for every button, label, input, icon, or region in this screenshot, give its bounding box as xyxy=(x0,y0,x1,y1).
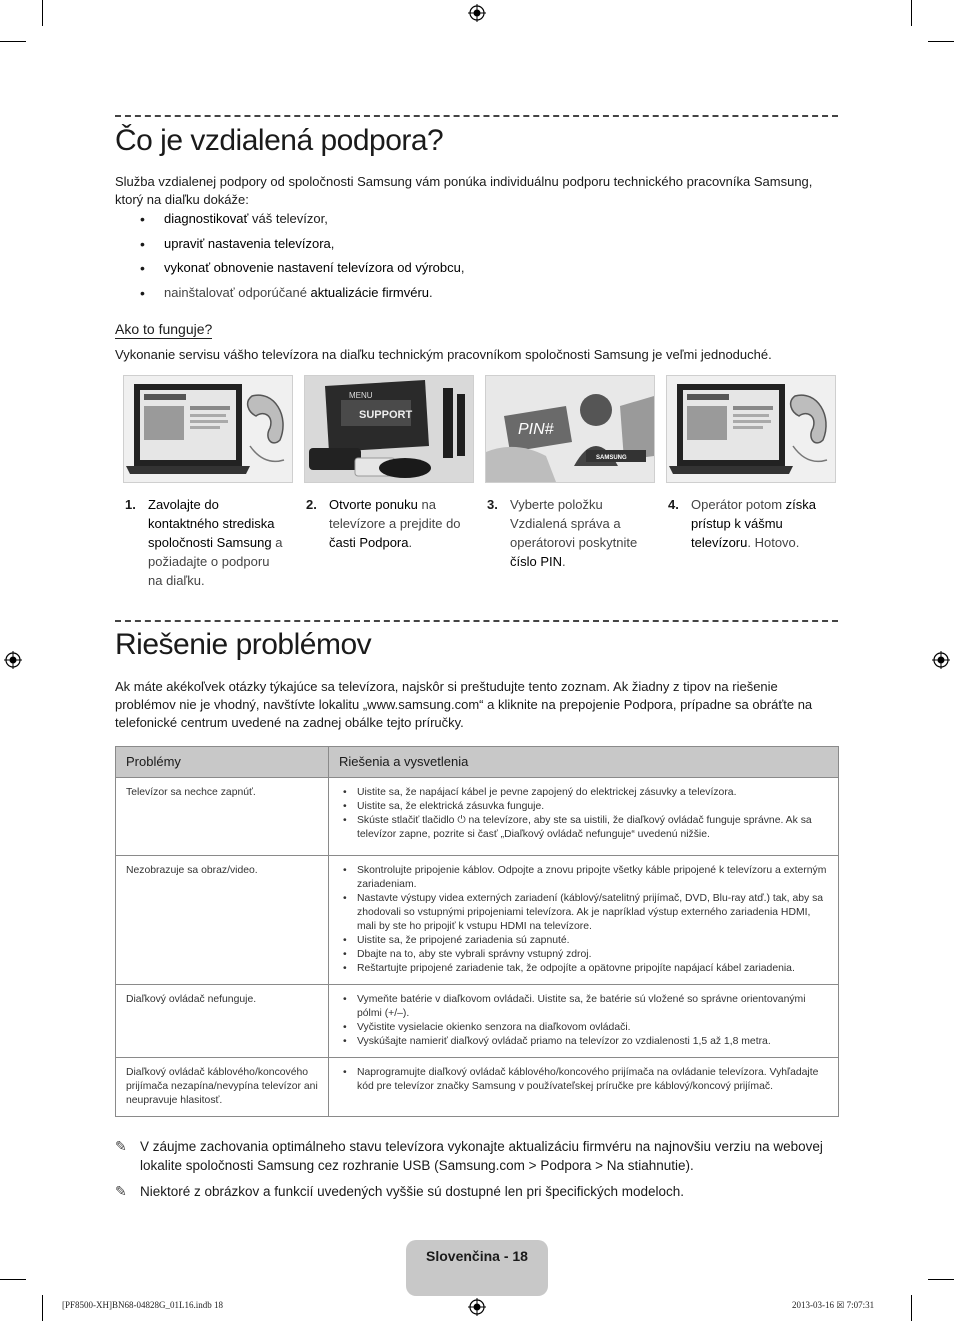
troubleshooting-intro: Ak máte akékoľvek otázky týkajúce sa televízora, najskôr si preštudujte tento zoznam. Ak žiadny z tipov na riešenie problémov nie je vhodný, navštívte lokalitu „www.samsung.com“ a kliknite na prepojenie Podpora, prípadne sa obráťte na telefonické centrum uvedené na zadnej obálke tejto príručky. xyxy=(115,679,813,730)
crop-mark xyxy=(0,41,26,42)
table-header-row xyxy=(116,747,839,778)
registration-mark-icon xyxy=(468,1298,486,1316)
step-2-image xyxy=(304,375,474,483)
step-4-image xyxy=(666,375,836,483)
crop-mark xyxy=(42,0,43,26)
pin-label: PIN# xyxy=(518,421,554,438)
column-header-problems: Problémy xyxy=(116,747,329,778)
problem-cell: Nezobrazuje sa obraz/video. xyxy=(116,856,329,985)
list-item: • Skúste stlačiť tlačidlo ⏻ na televízore, aby ste sa uistili, že diaľkový ovládač funguje správne. Ak sa televízor zapne, pozrite si časť „Diaľkový ovládač nefunguje“ uvedenú nižšie. xyxy=(339,814,828,842)
how-it-works-heading: Ako to funguje? xyxy=(115,321,213,337)
section-divider xyxy=(115,620,838,622)
list-item: • Vymeňte batérie v diaľkovom ovládači. Uistite sa, že batérie sú vložené so správne orientovanými pólmi (+/–). xyxy=(339,993,828,1021)
step-4: 4. Operátor potom získa prístup k vášmu televízoru. Hotovo. xyxy=(668,497,816,550)
date-info: 2013-03-16 ☒ 7:07:31 xyxy=(792,1300,875,1310)
crop-mark xyxy=(42,1295,43,1321)
step-3: 3. Vyberte položku Vzdialená správa a operátorovi poskytnite číslo PIN. xyxy=(487,497,638,569)
note-pencil-icon: ✎ xyxy=(115,1138,127,1154)
troubleshooting-table xyxy=(115,746,839,1117)
solutions-cell xyxy=(329,856,839,985)
list-item: • Naprogramujte diaľkový ovládač káblového/koncového prijímača na ovládanie televízora. Vyhľadajte kód pre televízor značky Samsung v používateľskej príručke pre káblový/koncový prijímač. xyxy=(339,1066,828,1094)
list-item: • Reštartujte pripojené zariadenie tak, že odpojíte a opätovne pripojíte napájací kábel zariadenia. xyxy=(339,962,828,976)
problem-cell: Televízor sa nechce zapnúť. xyxy=(116,778,329,856)
table-row xyxy=(116,856,839,985)
table-row xyxy=(116,778,839,856)
registration-mark-icon xyxy=(468,4,486,22)
solutions-cell xyxy=(329,1058,839,1117)
list-item: • vykonať obnovenie nastavení televízora od výrobcu, xyxy=(140,259,464,284)
list-item: • Dbajte na to, aby ste vybrali správny vstupný zdroj. xyxy=(339,948,828,962)
note-firmware: ✎ V záujme zachovania optimálneho stavu televízora vykonajte aktualizáciu firmvéru na najnovšiu verziu na webovej lokalite spoločnosti Samsung cez rozhranie USB (Samsung.com > Podpora > Na stiahnutie). xyxy=(115,1138,823,1173)
list-item: • diagnostikovať váš televízor, xyxy=(140,210,464,235)
problem-cell: Diaľkový ovládač nefunguje. xyxy=(116,985,329,1058)
crop-mark xyxy=(928,41,954,42)
list-item: • upraviť nastavenia televízora, xyxy=(140,235,464,260)
list-item: • Nastavte výstupy videa externých zariadení (káblový/satelitný prijímač, DVD, Blu-ray atď.) tak, aby sa zhodovali so vstupnými pripojeniami televízora. Ak je napríklad výstup externého zariadenia HDMI, mali by ste ho pripojiť k vstupu HDMI na televízore. xyxy=(339,892,828,934)
crop-mark xyxy=(928,1279,954,1280)
problem-cell: Diaľkový ovládač káblového/koncového prijímača nezapína/nevypína televízor ani neupravuje hlasitosť. xyxy=(116,1058,329,1117)
list-item: • Vyskúšajte namieriť diaľkový ovládač priamo na televízor zo vzdialenosti 1,5 až 1,8 metra. xyxy=(339,1035,828,1049)
table-row xyxy=(116,1058,839,1117)
note-models: ✎ Niektoré z obrázkov a funkcií uvedených vyššie sú dostupné len pri špecifických modeloch. xyxy=(115,1183,685,1199)
note-pencil-icon: ✎ xyxy=(115,1183,127,1199)
intro-paragraph: Služba vzdialenej podpory od spoločnosti Samsung vám ponúka individuálnu podporu technického pracovníka Samsung, ktorý na diaľku dokáže: xyxy=(115,174,813,207)
step-3-image xyxy=(485,375,655,483)
crop-mark xyxy=(911,0,912,26)
list-item: • Uistite sa, že napájací kábel je pevne zapojený do elektrickej zásuvky a televízora. xyxy=(339,786,828,800)
brand-label: SAMSUNG xyxy=(596,455,627,461)
file-info: [PF8500-XH]BN68-04828G_01L16.indb 18 xyxy=(62,1300,223,1310)
column-header-solutions: Riešenia a vysvetlenia xyxy=(329,747,839,778)
capabilities-list xyxy=(140,210,464,308)
support-label: SUPPORT xyxy=(359,409,413,421)
step-2: 2. Otvorte ponuku na televízore a prejdite do časti Podpora. xyxy=(306,497,461,550)
section-divider xyxy=(115,115,838,117)
solutions-cell xyxy=(329,985,839,1058)
page-number: Slovenčina - 18 xyxy=(426,1248,528,1264)
list-item: • Vyčistite vysielacie okienko senzora na diaľkovom ovládači. xyxy=(339,1021,828,1035)
list-item: • nainštalovať odporúčané aktualizácie firmvéru. xyxy=(140,284,464,309)
menu-label: MENU xyxy=(349,391,373,400)
crop-mark xyxy=(0,1279,26,1280)
step-1: 1. Zavolajte do kontaktného strediska spoločnosti Samsung a požiadajte o podporu na diaľku. xyxy=(125,497,283,588)
list-item: • Uistite sa, že elektrická zásuvka funguje. xyxy=(339,800,828,814)
table-row xyxy=(116,985,839,1058)
section-title-troubleshooting: Riešenie problémov xyxy=(115,628,372,661)
page-number-tab xyxy=(406,1240,548,1296)
registration-mark-icon xyxy=(932,651,950,669)
section-title-remote-support: Čo je vzdialená podpora? xyxy=(115,124,444,157)
crop-mark xyxy=(911,1295,912,1321)
list-item: • Uistite sa, že pripojené zariadenia sú zapnuté. xyxy=(339,934,828,948)
solutions-cell xyxy=(329,778,839,856)
step-1-image xyxy=(123,375,293,483)
list-item: • Skontrolujte pripojenie káblov. Odpojte a znovu pripojte všetky káble pripojené k televízoru a externým zariadeniam. xyxy=(339,864,828,892)
how-it-works-text: Vykonanie servisu vášho televízora na diaľku technickým pracovníkom spoločnosti Samsung je veľmi jednoduché. xyxy=(115,347,772,362)
registration-mark-icon xyxy=(4,651,22,669)
